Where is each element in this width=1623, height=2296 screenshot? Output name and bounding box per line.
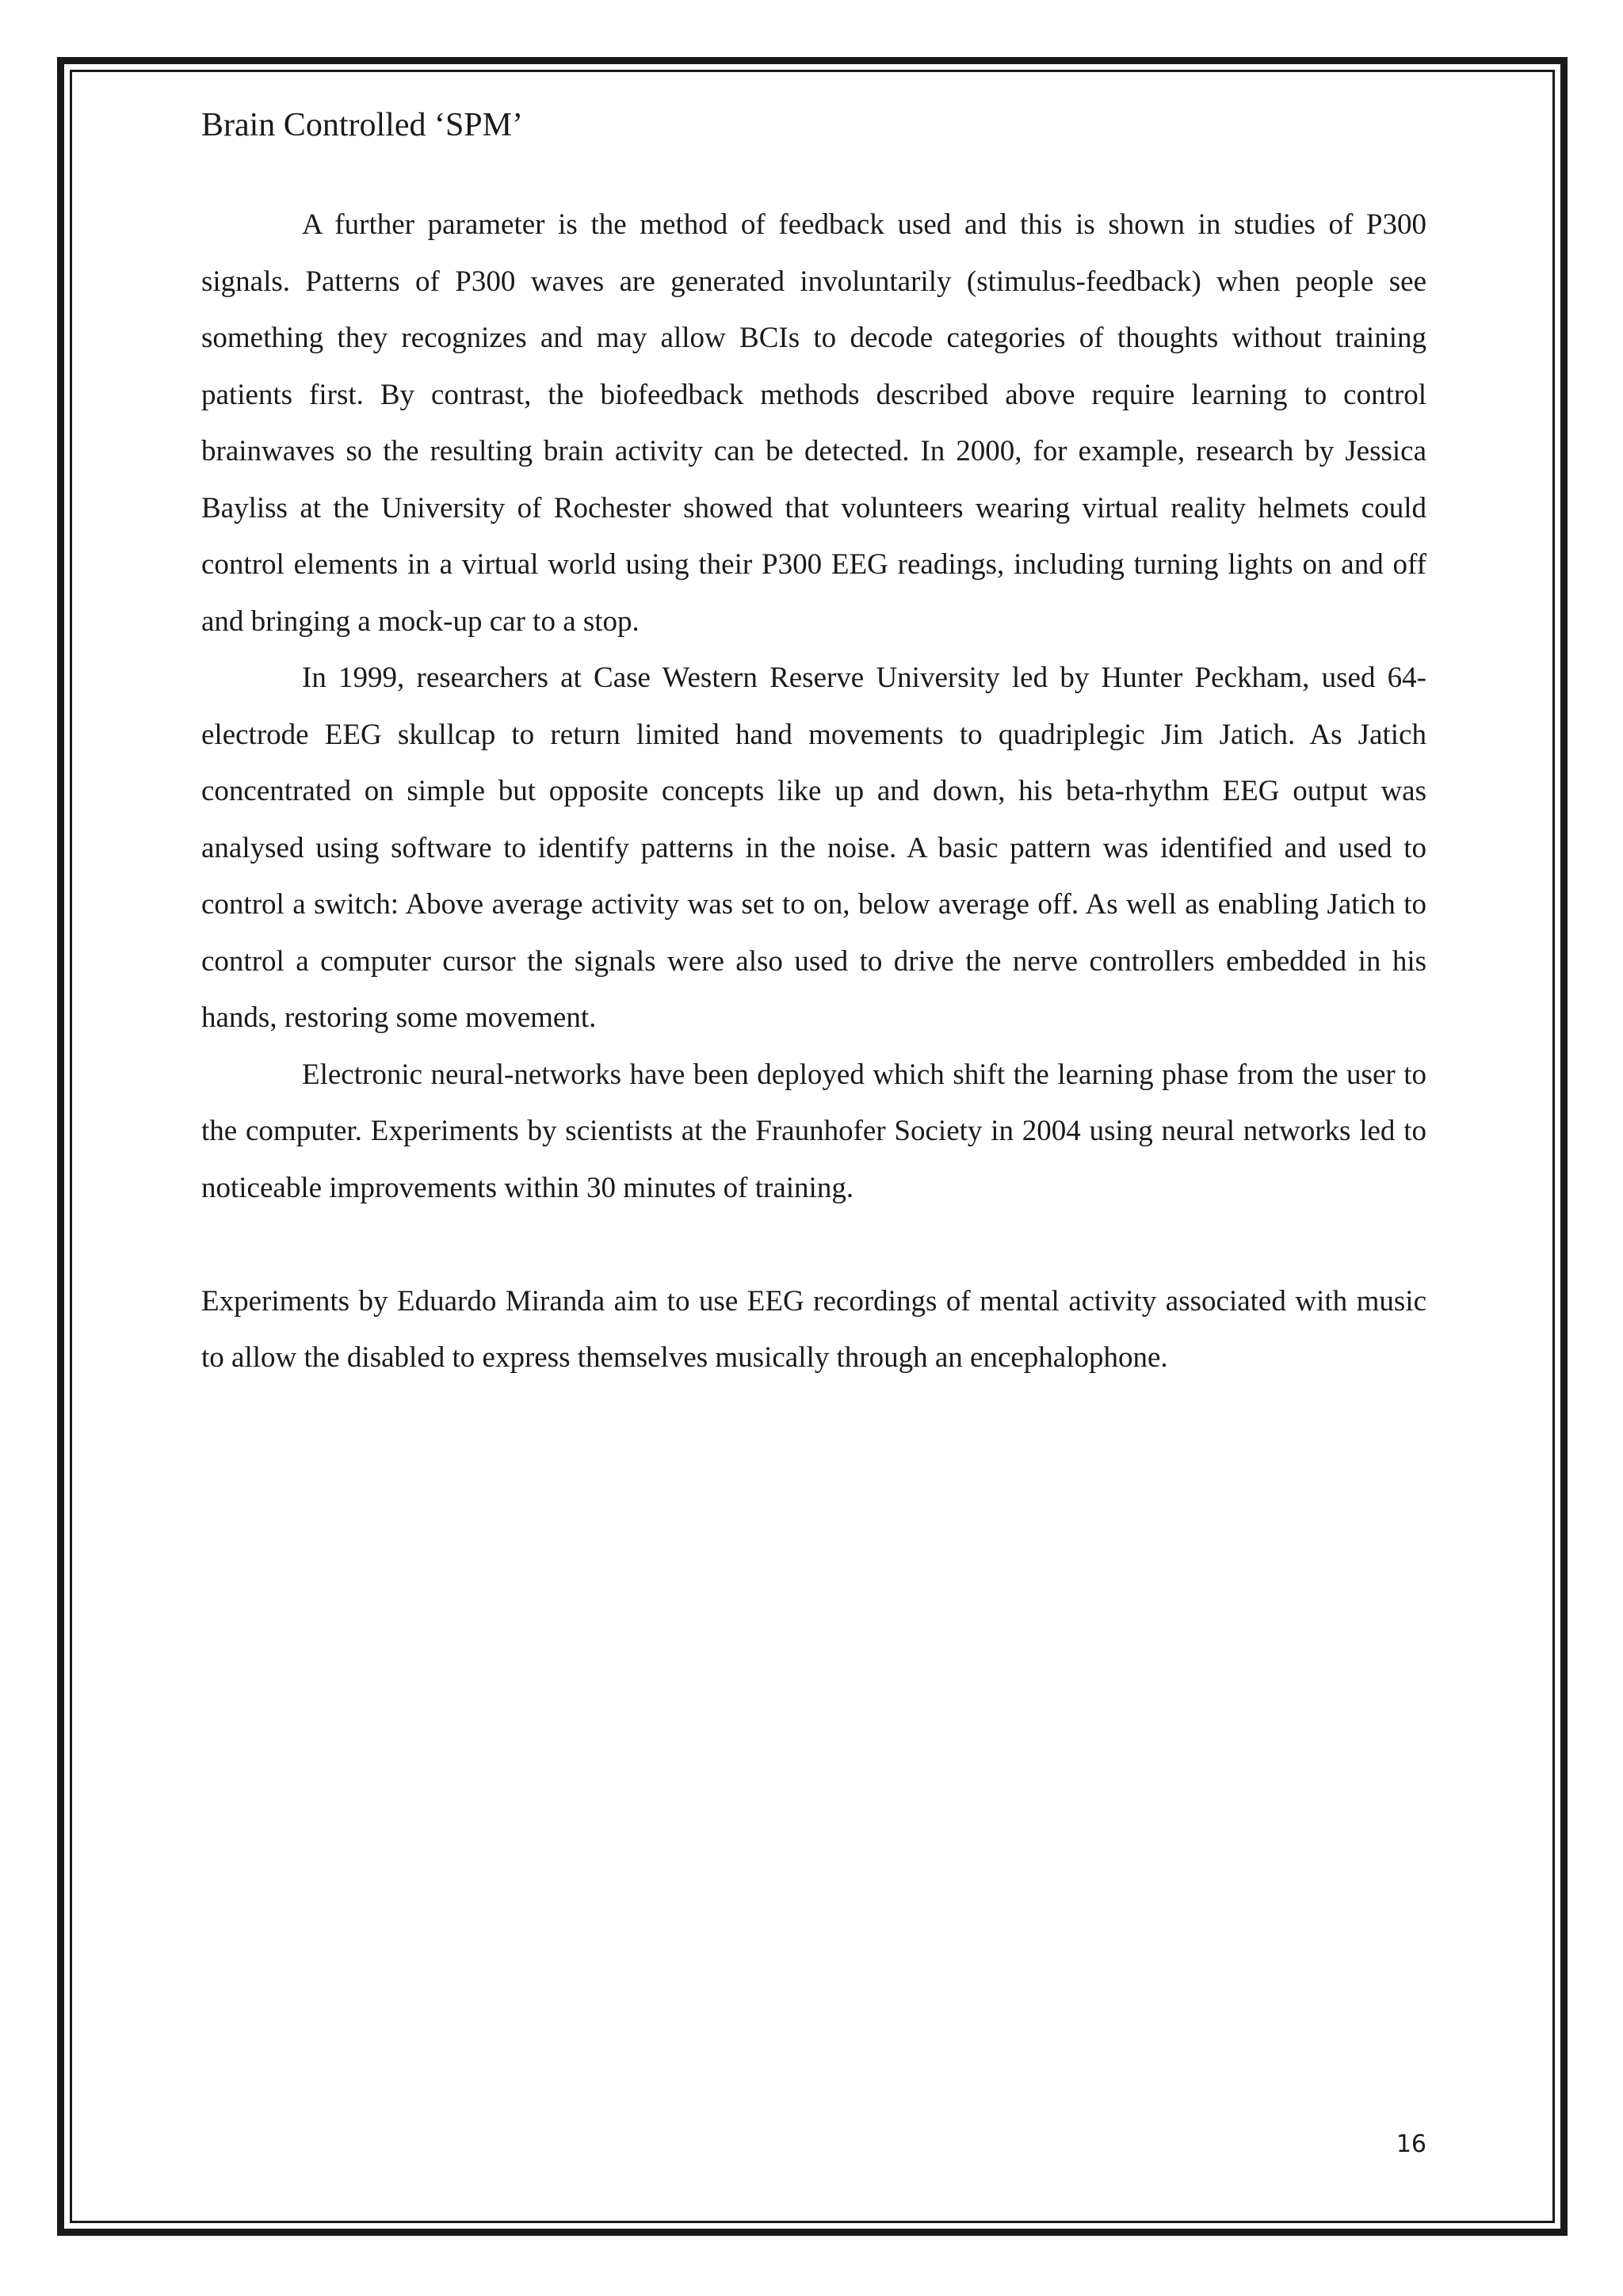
paragraph-p300-feedback: A further parameter is the method of feedback used and this is shown in studies of P300 signals. Patterns of P300 waves are generated involuntarily (stimulus-feedback) when people see something they recognizes and may allow BCIs to decode categories of thoughts without training patients first. By contrast, the biofeedback methods described above require learning to control brainwaves so the resulting brain activity can be detected. In 2000, for example, research by Jessica Bayliss at the University of Rochester showed that volunteers wearing virtual reality helmets could control elements in a virtual world using their P300 EEG readings, including turning lights on and off and bringing a mock-up car to a stop. bbox=[201, 208, 1426, 638]
paragraph-encephalophone: Experiments by Eduardo Miranda aim to use EEG recordings of mental activity associated with music to allow the disabled to express themselves musically through an encephalophone. bbox=[201, 1284, 1426, 1374]
paragraph-case-western: In 1999, researchers at Case Western Reserve University led by Hunter Peckham, used 64-electrode EEG skullcap to return limited hand movements to quadriplegic Jim Jatich. As Jatich concentrated on simple but opposite concepts like up and down, his beta-rhythm EEG output was analysed using software to identify patterns in the noise. A basic pattern was identified and used to control a switch: Above average activity was set to on, below average off. As well as enabling Jatich to control a computer cursor the signals were also used to drive the nerve controllers embedded in his hands, restoring some movement. bbox=[201, 662, 1426, 1034]
running-header-title: Brain Controlled ‘SPM’ bbox=[201, 107, 523, 143]
paragraph-neural-networks: Electronic neural-networks have been deployed which shift the learning phase from the user to the computer. Experiments by scientists at the Fraunhofer Society in 2004 using neural networks led to noticeable improvements within 30 minutes of training. bbox=[201, 1058, 1426, 1204]
body-text bbox=[201, 196, 1426, 1386]
page-number: 16 bbox=[1396, 2130, 1426, 2158]
